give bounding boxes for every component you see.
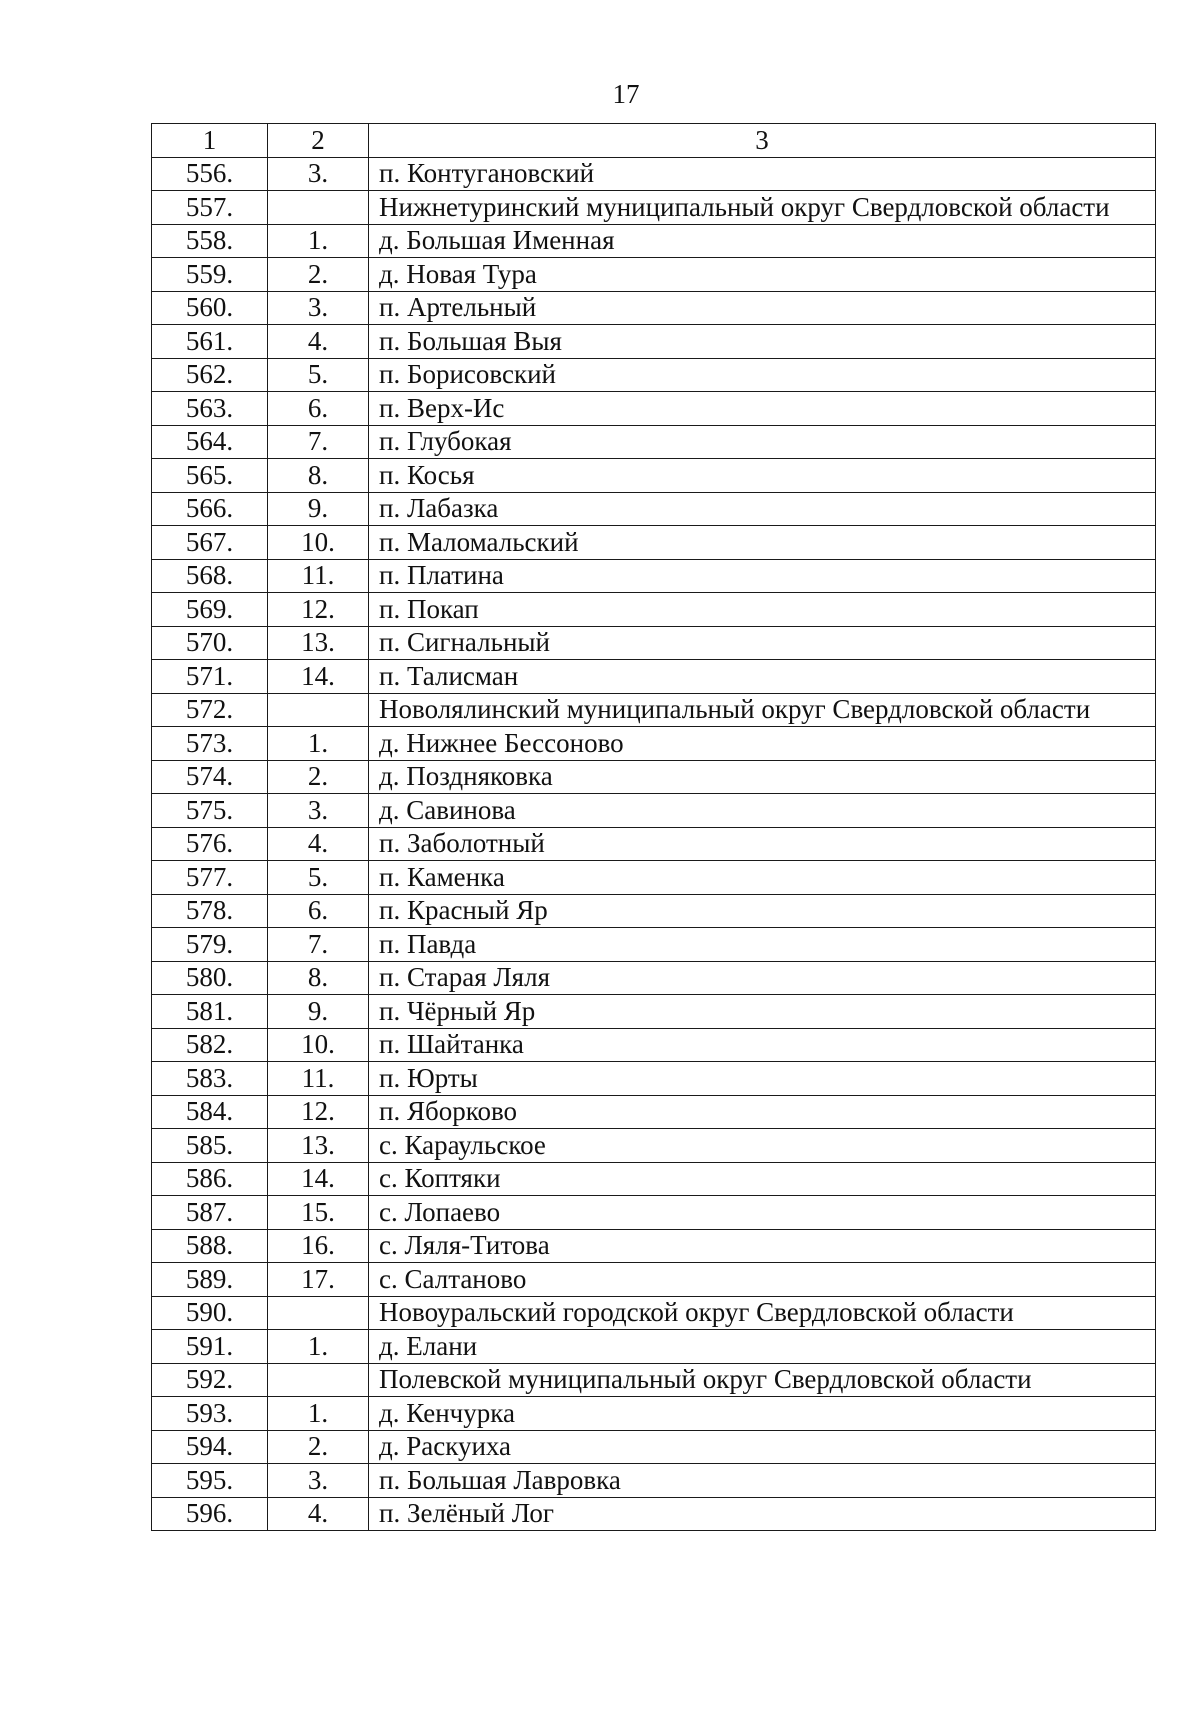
row-subnumber: 3. — [268, 1464, 369, 1498]
row-number: 586. — [152, 1162, 268, 1196]
settlement-name: п. Большая Лавровка — [369, 1464, 1156, 1498]
row-subnumber: 8. — [268, 961, 369, 995]
row-number: 590. — [152, 1296, 268, 1330]
settlement-name: Новоуральский городской округ Свердловской области — [369, 1296, 1156, 1330]
row-number: 595. — [152, 1464, 268, 1498]
table-row — [152, 358, 1156, 392]
table-row — [152, 191, 1156, 225]
settlement-name: д. Елани — [369, 1330, 1156, 1364]
row-number: 565. — [152, 459, 268, 493]
table-row — [152, 1363, 1156, 1397]
row-subnumber: 9. — [268, 492, 369, 526]
settlement-name: п. Борисовский — [369, 358, 1156, 392]
row-number: 584. — [152, 1095, 268, 1129]
row-subnumber: 14. — [268, 660, 369, 694]
table-row — [152, 1330, 1156, 1364]
row-number: 563. — [152, 392, 268, 426]
row-number: 556. — [152, 157, 268, 191]
table-row — [152, 459, 1156, 493]
table-row — [152, 1430, 1156, 1464]
table-row — [152, 291, 1156, 325]
row-subnumber: 9. — [268, 995, 369, 1029]
table-header — [152, 124, 1156, 158]
row-subnumber: 8. — [268, 459, 369, 493]
settlement-name: Полевской муниципальный округ Свердловской области — [369, 1363, 1156, 1397]
table-row — [152, 526, 1156, 560]
table-row — [152, 559, 1156, 593]
settlement-name: п. Глубокая — [369, 425, 1156, 459]
row-subnumber: 3. — [268, 291, 369, 325]
settlement-name: д. Раскуиха — [369, 1430, 1156, 1464]
row-number: 558. — [152, 224, 268, 258]
settlement-name: п. Красный Яр — [369, 894, 1156, 928]
settlement-name: п. Косья — [369, 459, 1156, 493]
row-subnumber — [268, 693, 369, 727]
header-col-2: 2 — [268, 124, 369, 158]
settlement-name: п. Юрты — [369, 1062, 1156, 1096]
table-row — [152, 325, 1156, 359]
settlement-name: д. Большая Именная — [369, 224, 1156, 258]
table-row — [152, 1397, 1156, 1431]
row-subnumber: 4. — [268, 325, 369, 359]
row-number: 576. — [152, 827, 268, 861]
table-row — [152, 894, 1156, 928]
row-number: 581. — [152, 995, 268, 1029]
header-row — [152, 124, 1156, 158]
row-subnumber: 3. — [268, 157, 369, 191]
row-subnumber: 4. — [268, 827, 369, 861]
table-row — [152, 224, 1156, 258]
row-subnumber: 11. — [268, 559, 369, 593]
row-subnumber: 2. — [268, 760, 369, 794]
row-number: 583. — [152, 1062, 268, 1096]
settlement-name: п. Павда — [369, 928, 1156, 962]
table-row — [152, 1095, 1156, 1129]
row-number: 587. — [152, 1196, 268, 1230]
row-subnumber: 17. — [268, 1263, 369, 1297]
settlement-name: п. Яборково — [369, 1095, 1156, 1129]
table-row — [152, 593, 1156, 627]
row-subnumber: 1. — [268, 1397, 369, 1431]
settlement-name: п. Чёрный Яр — [369, 995, 1156, 1029]
table-row — [152, 1028, 1156, 1062]
row-number: 575. — [152, 794, 268, 828]
table-row — [152, 961, 1156, 995]
settlement-name: п. Талисман — [369, 660, 1156, 694]
row-number: 592. — [152, 1363, 268, 1397]
row-subnumber: 12. — [268, 1095, 369, 1129]
row-number: 557. — [152, 191, 268, 225]
row-number: 582. — [152, 1028, 268, 1062]
row-subnumber: 15. — [268, 1196, 369, 1230]
settlement-name: с. Салтаново — [369, 1263, 1156, 1297]
table-row — [152, 693, 1156, 727]
header-col-3: 3 — [369, 124, 1156, 158]
table-row — [152, 1464, 1156, 1498]
table-row — [152, 794, 1156, 828]
row-subnumber: 4. — [268, 1497, 369, 1531]
row-subnumber: 12. — [268, 593, 369, 627]
settlement-name: п. Маломальский — [369, 526, 1156, 560]
settlement-name: п. Большая Выя — [369, 325, 1156, 359]
table-row — [152, 861, 1156, 895]
table-row — [152, 258, 1156, 292]
row-subnumber: 7. — [268, 425, 369, 459]
row-number: 579. — [152, 928, 268, 962]
row-subnumber: 13. — [268, 1129, 369, 1163]
table-row — [152, 425, 1156, 459]
table-row — [152, 727, 1156, 761]
row-number: 559. — [152, 258, 268, 292]
row-subnumber — [268, 1363, 369, 1397]
row-number: 560. — [152, 291, 268, 325]
settlement-name: п. Зелёный Лог — [369, 1497, 1156, 1531]
table-row — [152, 1196, 1156, 1230]
settlement-name: с. Ляля-Титова — [369, 1229, 1156, 1263]
row-subnumber: 1. — [268, 727, 369, 761]
row-subnumber: 14. — [268, 1162, 369, 1196]
settlement-name: п. Заболотный — [369, 827, 1156, 861]
row-subnumber: 11. — [268, 1062, 369, 1096]
row-number: 580. — [152, 961, 268, 995]
settlement-name: с. Лопаево — [369, 1196, 1156, 1230]
table-row — [152, 1263, 1156, 1297]
settlements-table — [151, 123, 1156, 1531]
row-number: 566. — [152, 492, 268, 526]
settlement-name: Нижнетуринский муниципальный округ Свердловской области — [369, 191, 1156, 225]
settlement-name: д. Нижнее Бессоново — [369, 727, 1156, 761]
table-row — [152, 995, 1156, 1029]
row-number: 585. — [152, 1129, 268, 1163]
settlement-name: п. Каменка — [369, 861, 1156, 895]
row-subnumber — [268, 1296, 369, 1330]
row-subnumber: 3. — [268, 794, 369, 828]
row-number: 591. — [152, 1330, 268, 1364]
settlement-name: Новолялинский муниципальный округ Свердловской области — [369, 693, 1156, 727]
table-row — [152, 660, 1156, 694]
row-subnumber: 2. — [268, 258, 369, 292]
row-number: 569. — [152, 593, 268, 627]
settlement-name: п. Старая Ляля — [369, 961, 1156, 995]
row-number: 593. — [152, 1397, 268, 1431]
row-subnumber: 1. — [268, 1330, 369, 1364]
row-number: 567. — [152, 526, 268, 560]
row-number: 573. — [152, 727, 268, 761]
row-subnumber: 2. — [268, 1430, 369, 1464]
table-row — [152, 157, 1156, 191]
settlement-name: п. Сигнальный — [369, 626, 1156, 660]
row-number: 596. — [152, 1497, 268, 1531]
table-row — [152, 928, 1156, 962]
settlement-name: п. Платина — [369, 559, 1156, 593]
row-number: 561. — [152, 325, 268, 359]
row-subnumber: 6. — [268, 392, 369, 426]
settlement-name: п. Шайтанка — [369, 1028, 1156, 1062]
row-subnumber: 13. — [268, 626, 369, 660]
row-number: 589. — [152, 1263, 268, 1297]
row-number: 570. — [152, 626, 268, 660]
table-row — [152, 1062, 1156, 1096]
row-subnumber: 7. — [268, 928, 369, 962]
table-row — [152, 760, 1156, 794]
row-subnumber: 6. — [268, 894, 369, 928]
settlement-name: д. Поздняковка — [369, 760, 1156, 794]
row-subnumber: 16. — [268, 1229, 369, 1263]
settlement-name: д. Новая Тура — [369, 258, 1156, 292]
row-number: 574. — [152, 760, 268, 794]
row-number: 571. — [152, 660, 268, 694]
row-number: 564. — [152, 425, 268, 459]
table-body — [152, 157, 1156, 1531]
row-number: 578. — [152, 894, 268, 928]
settlement-name: с. Караульское — [369, 1129, 1156, 1163]
settlement-name: п. Верх-Ис — [369, 392, 1156, 426]
settlement-name: п. Лабазка — [369, 492, 1156, 526]
settlement-name: п. Контугановский — [369, 157, 1156, 191]
row-number: 568. — [152, 559, 268, 593]
table-row — [152, 492, 1156, 526]
table-row — [152, 1229, 1156, 1263]
table-row — [152, 827, 1156, 861]
settlement-name: с. Коптяки — [369, 1162, 1156, 1196]
settlement-name: д. Кенчурка — [369, 1397, 1156, 1431]
row-subnumber: 10. — [268, 526, 369, 560]
settlement-name: п. Покап — [369, 593, 1156, 627]
table-row — [152, 1162, 1156, 1196]
row-number: 572. — [152, 693, 268, 727]
row-subnumber: 10. — [268, 1028, 369, 1062]
table-row — [152, 626, 1156, 660]
row-number: 594. — [152, 1430, 268, 1464]
row-subnumber: 5. — [268, 861, 369, 895]
row-subnumber — [268, 191, 369, 225]
table-row — [152, 1497, 1156, 1531]
table-row — [152, 1129, 1156, 1163]
row-number: 577. — [152, 861, 268, 895]
row-subnumber: 5. — [268, 358, 369, 392]
settlement-name: д. Савинова — [369, 794, 1156, 828]
row-number: 588. — [152, 1229, 268, 1263]
page-number: 17 — [612, 79, 640, 109]
header-col-1: 1 — [152, 124, 268, 158]
settlement-name: п. Артельный — [369, 291, 1156, 325]
row-subnumber: 1. — [268, 224, 369, 258]
row-number: 562. — [152, 358, 268, 392]
table-row — [152, 1296, 1156, 1330]
table-row — [152, 392, 1156, 426]
